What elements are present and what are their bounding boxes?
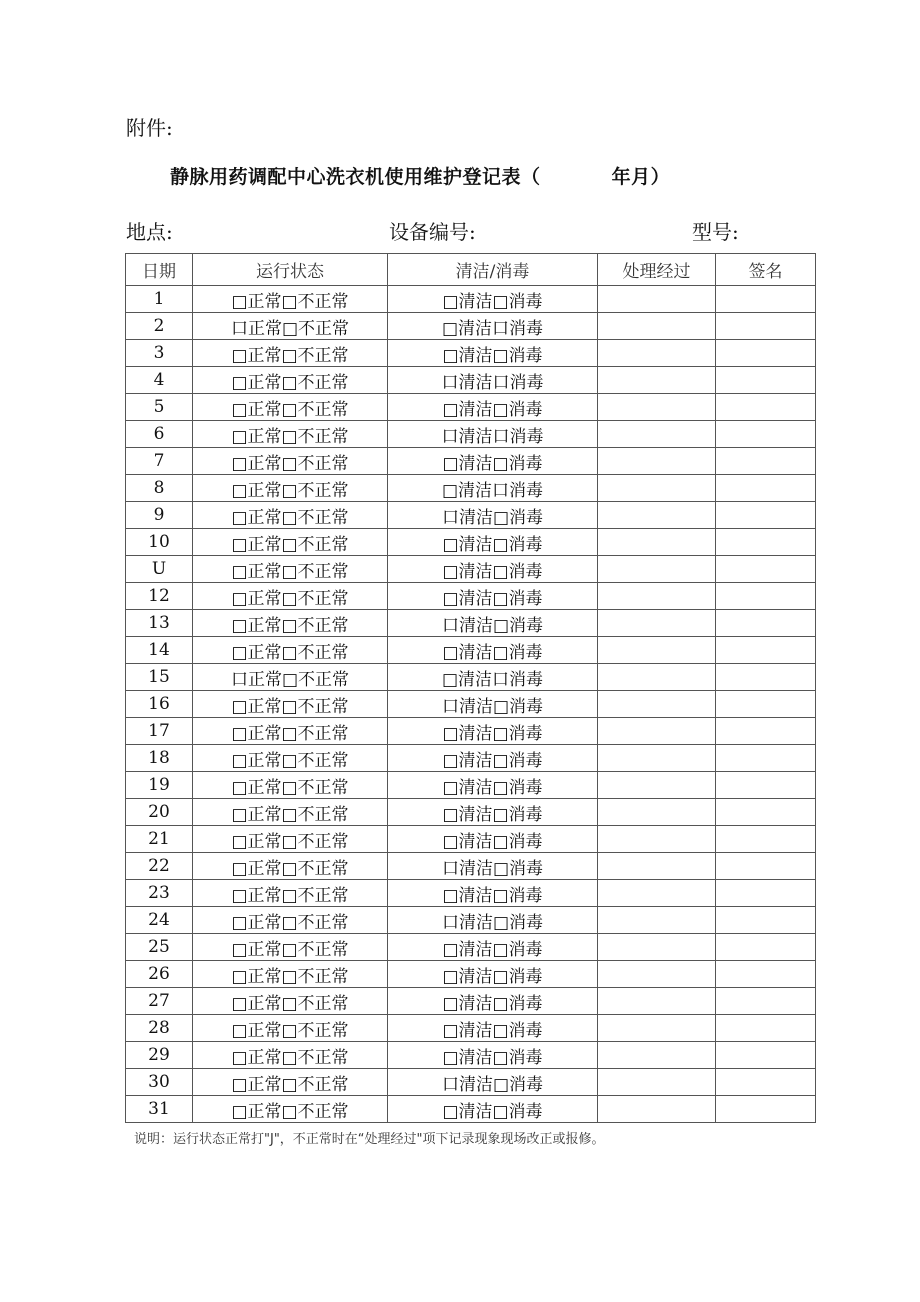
date-cell: 23 — [126, 880, 193, 907]
table-row — [126, 934, 816, 961]
table-row — [126, 610, 816, 637]
signature-cell[interactable] — [716, 826, 816, 853]
date-cell: 21 — [126, 826, 193, 853]
date-cell: 9 — [126, 502, 193, 529]
date-cell: 1 — [126, 286, 193, 313]
header-status: 运行状态 — [193, 254, 388, 286]
model-label: 型号: — [692, 220, 739, 244]
signature-cell[interactable] — [716, 448, 816, 475]
signature-cell[interactable] — [716, 664, 816, 691]
table-row — [126, 1015, 816, 1042]
date-cell: 28 — [126, 1015, 193, 1042]
handling-cell[interactable] — [598, 745, 716, 772]
clean-cell[interactable]: 口清洁口消毒 — [388, 367, 598, 394]
status-cell[interactable]: □正常□不正常 — [193, 556, 388, 583]
handling-cell[interactable] — [598, 1069, 716, 1096]
clean-cell[interactable]: 口清洁□消毒 — [388, 1069, 598, 1096]
handling-cell[interactable] — [598, 718, 716, 745]
clean-cell[interactable]: □清洁□消毒 — [388, 583, 598, 610]
table-row — [126, 556, 816, 583]
status-cell[interactable]: □正常□不正常 — [193, 529, 388, 556]
handling-cell[interactable] — [598, 799, 716, 826]
handling-cell[interactable] — [598, 340, 716, 367]
table-row — [126, 448, 816, 475]
handling-cell[interactable] — [598, 826, 716, 853]
clean-cell[interactable]: 口清洁□消毒 — [388, 853, 598, 880]
signature-cell[interactable] — [716, 772, 816, 799]
handling-cell[interactable] — [598, 853, 716, 880]
status-cell[interactable]: □正常□不正常 — [193, 637, 388, 664]
date-cell: 3 — [126, 340, 193, 367]
attachment-label: 附件: — [126, 116, 173, 140]
signature-cell[interactable] — [716, 529, 816, 556]
table-row — [126, 799, 816, 826]
handling-cell[interactable] — [598, 988, 716, 1015]
date-cell: 2 — [126, 313, 193, 340]
location-label: 地点: — [126, 220, 173, 244]
header-signature: 签名 — [716, 254, 816, 286]
signature-cell[interactable] — [716, 988, 816, 1015]
date-cell: 24 — [126, 907, 193, 934]
clean-cell[interactable]: □清洁□消毒 — [388, 961, 598, 988]
clean-cell[interactable]: □清洁□消毒 — [388, 286, 598, 313]
table-row — [126, 718, 816, 745]
clean-cell[interactable]: □清洁□消毒 — [388, 1096, 598, 1123]
table-row — [126, 394, 816, 421]
signature-cell[interactable] — [716, 367, 816, 394]
footnote: 说明：运行状态正常打"J"，不正常时在“处理经过"项下记录现象现场改正或报修。 — [134, 1132, 605, 1147]
clean-cell[interactable]: 口清洁□消毒 — [388, 691, 598, 718]
handling-cell[interactable] — [598, 448, 716, 475]
status-cell[interactable]: □正常□不正常 — [193, 880, 388, 907]
status-cell[interactable]: □正常□不正常 — [193, 1069, 388, 1096]
handling-cell[interactable] — [598, 907, 716, 934]
signature-cell[interactable] — [716, 502, 816, 529]
status-cell[interactable]: □正常□不正常 — [193, 745, 388, 772]
date-cell: 8 — [126, 475, 193, 502]
date-cell: 13 — [126, 610, 193, 637]
date-cell: 27 — [126, 988, 193, 1015]
handling-cell[interactable] — [598, 637, 716, 664]
date-cell: 30 — [126, 1069, 193, 1096]
handling-cell[interactable] — [598, 1096, 716, 1123]
signature-cell[interactable] — [716, 745, 816, 772]
status-cell[interactable]: 口正常□不正常 — [193, 664, 388, 691]
signature-cell[interactable] — [716, 1069, 816, 1096]
signature-cell[interactable] — [716, 1042, 816, 1069]
signature-cell[interactable] — [716, 853, 816, 880]
date-cell: 31 — [126, 1096, 193, 1123]
status-cell[interactable]: □正常□不正常 — [193, 448, 388, 475]
status-cell[interactable]: □正常□不正常 — [193, 1015, 388, 1042]
date-cell: 19 — [126, 772, 193, 799]
clean-cell[interactable]: □清洁□消毒 — [388, 799, 598, 826]
status-cell[interactable]: □正常□不正常 — [193, 610, 388, 637]
status-cell[interactable]: □正常□不正常 — [193, 691, 388, 718]
date-cell: U — [126, 556, 193, 583]
table-row — [126, 340, 816, 367]
status-cell[interactable]: □正常□不正常 — [193, 772, 388, 799]
header-clean-disinfect: 清洁/消毒 — [388, 254, 598, 286]
table-row — [126, 664, 816, 691]
clean-cell[interactable]: □清洁□消毒 — [388, 826, 598, 853]
clean-cell[interactable]: 口清洁□消毒 — [388, 610, 598, 637]
clean-cell[interactable]: □清洁□消毒 — [388, 988, 598, 1015]
table-row — [126, 961, 816, 988]
clean-cell[interactable]: □清洁口消毒 — [388, 313, 598, 340]
status-cell[interactable]: □正常□不正常 — [193, 421, 388, 448]
handling-cell[interactable] — [598, 664, 716, 691]
table-row — [126, 1069, 816, 1096]
date-cell: 12 — [126, 583, 193, 610]
clean-cell[interactable]: □清洁□消毒 — [388, 880, 598, 907]
status-cell[interactable]: 口正常□不正常 — [193, 313, 388, 340]
table-row — [126, 367, 816, 394]
table-row — [126, 637, 816, 664]
table-row — [126, 907, 816, 934]
status-cell[interactable]: □正常□不正常 — [193, 583, 388, 610]
clean-cell[interactable]: □清洁□消毒 — [388, 529, 598, 556]
signature-cell[interactable] — [716, 583, 816, 610]
handling-cell[interactable] — [598, 475, 716, 502]
status-cell[interactable]: □正常□不正常 — [193, 1042, 388, 1069]
clean-cell[interactable]: □清洁□消毒 — [388, 637, 598, 664]
signature-cell[interactable] — [716, 394, 816, 421]
handling-cell[interactable] — [598, 1015, 716, 1042]
signature-cell[interactable] — [716, 934, 816, 961]
date-cell: 7 — [126, 448, 193, 475]
status-cell[interactable]: □正常□不正常 — [193, 961, 388, 988]
date-cell: 20 — [126, 799, 193, 826]
status-cell[interactable]: □正常□不正常 — [193, 718, 388, 745]
status-cell[interactable]: □正常□不正常 — [193, 475, 388, 502]
signature-cell[interactable] — [716, 340, 816, 367]
status-cell[interactable]: □正常□不正常 — [193, 1096, 388, 1123]
signature-cell[interactable] — [716, 718, 816, 745]
clean-cell[interactable]: □清洁□消毒 — [388, 1042, 598, 1069]
clean-cell[interactable]: □清洁□消毒 — [388, 556, 598, 583]
table-body — [126, 286, 816, 1123]
handling-cell[interactable] — [598, 1042, 716, 1069]
status-cell[interactable]: □正常□不正常 — [193, 934, 388, 961]
clean-cell[interactable]: □清洁□消毒 — [388, 745, 598, 772]
handling-cell[interactable] — [598, 421, 716, 448]
clean-cell[interactable]: 口清洁□消毒 — [388, 502, 598, 529]
handling-cell[interactable] — [598, 583, 716, 610]
status-cell[interactable]: □正常□不正常 — [193, 988, 388, 1015]
table-row — [126, 772, 816, 799]
handling-cell[interactable] — [598, 556, 716, 583]
signature-cell[interactable] — [716, 691, 816, 718]
signature-cell[interactable] — [716, 286, 816, 313]
table-row — [126, 583, 816, 610]
signature-cell[interactable] — [716, 637, 816, 664]
status-cell[interactable]: □正常□不正常 — [193, 367, 388, 394]
date-cell: 4 — [126, 367, 193, 394]
signature-cell[interactable] — [716, 1015, 816, 1042]
status-cell[interactable]: □正常□不正常 — [193, 853, 388, 880]
handling-cell[interactable] — [598, 394, 716, 421]
date-cell: 10 — [126, 529, 193, 556]
date-cell: 25 — [126, 934, 193, 961]
table-row — [126, 691, 816, 718]
signature-cell[interactable] — [716, 907, 816, 934]
date-cell: 6 — [126, 421, 193, 448]
handling-cell[interactable] — [598, 313, 716, 340]
handling-cell[interactable] — [598, 286, 716, 313]
signature-cell[interactable] — [716, 1096, 816, 1123]
page-title: 静脉用药调配中心洗衣机使用维护登记表（ 年月） — [170, 166, 671, 188]
table-row — [126, 1042, 816, 1069]
table-row — [126, 529, 816, 556]
date-cell: 26 — [126, 961, 193, 988]
status-cell[interactable]: □正常□不正常 — [193, 340, 388, 367]
handling-cell[interactable] — [598, 529, 716, 556]
signature-cell[interactable] — [716, 475, 816, 502]
clean-cell[interactable]: □清洁□消毒 — [388, 1015, 598, 1042]
table-row — [126, 853, 816, 880]
handling-cell[interactable] — [598, 502, 716, 529]
status-cell[interactable]: □正常□不正常 — [193, 799, 388, 826]
table-row — [126, 313, 816, 340]
date-cell: 16 — [126, 691, 193, 718]
table-row — [126, 1096, 816, 1123]
signature-cell[interactable] — [716, 880, 816, 907]
table-row — [126, 880, 816, 907]
clean-cell[interactable]: □清洁□消毒 — [388, 394, 598, 421]
clean-cell[interactable]: □清洁□消毒 — [388, 448, 598, 475]
table-row — [126, 502, 816, 529]
date-cell: 17 — [126, 718, 193, 745]
date-cell: 5 — [126, 394, 193, 421]
handling-cell[interactable] — [598, 367, 716, 394]
clean-cell[interactable]: 口清洁□消毒 — [388, 907, 598, 934]
table-row — [126, 745, 816, 772]
clean-cell[interactable]: □清洁□消毒 — [388, 718, 598, 745]
table-row — [126, 421, 816, 448]
status-cell[interactable]: □正常□不正常 — [193, 286, 388, 313]
status-cell[interactable]: □正常□不正常 — [193, 502, 388, 529]
date-cell: 22 — [126, 853, 193, 880]
status-cell[interactable]: □正常□不正常 — [193, 826, 388, 853]
handling-cell[interactable] — [598, 880, 716, 907]
date-cell: 18 — [126, 745, 193, 772]
signature-cell[interactable] — [716, 421, 816, 448]
date-cell: 14 — [126, 637, 193, 664]
date-cell: 15 — [126, 664, 193, 691]
signature-cell[interactable] — [716, 556, 816, 583]
signature-cell[interactable] — [716, 799, 816, 826]
signature-cell[interactable] — [716, 610, 816, 637]
table-row — [126, 988, 816, 1015]
handling-cell[interactable] — [598, 961, 716, 988]
handling-cell[interactable] — [598, 772, 716, 799]
handling-cell[interactable] — [598, 691, 716, 718]
table-row — [126, 826, 816, 853]
header-handling: 处理经过 — [598, 254, 716, 286]
table-header-row — [126, 254, 816, 286]
clean-cell[interactable]: □清洁口消毒 — [388, 664, 598, 691]
table-row — [126, 475, 816, 502]
signature-cell[interactable] — [716, 313, 816, 340]
handling-cell[interactable] — [598, 610, 716, 637]
status-cell[interactable]: □正常□不正常 — [193, 907, 388, 934]
header-date: 日期 — [126, 254, 193, 286]
clean-cell[interactable]: □清洁□消毒 — [388, 934, 598, 961]
date-cell: 29 — [126, 1042, 193, 1069]
status-cell[interactable]: □正常□不正常 — [193, 394, 388, 421]
clean-cell[interactable]: □清洁□消毒 — [388, 340, 598, 367]
device-number-label: 设备编号: — [389, 220, 476, 244]
clean-cell[interactable]: □清洁口消毒 — [388, 475, 598, 502]
handling-cell[interactable] — [598, 934, 716, 961]
clean-cell[interactable]: 口清洁口消毒 — [388, 421, 598, 448]
table-row — [126, 286, 816, 313]
clean-cell[interactable]: □清洁□消毒 — [388, 772, 598, 799]
maintenance-log-table — [125, 253, 816, 1123]
signature-cell[interactable] — [716, 961, 816, 988]
